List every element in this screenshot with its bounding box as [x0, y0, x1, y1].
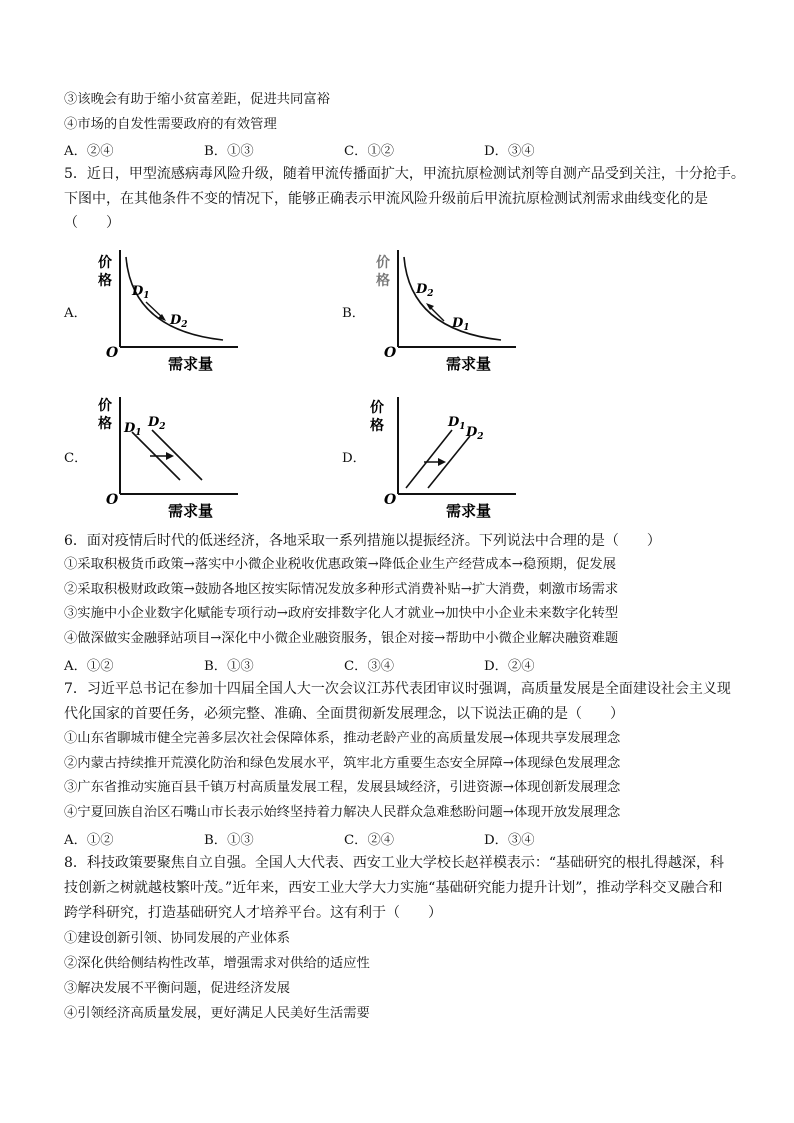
q7-stem-line-1: 7．习近平总书记在参加十四届全国人大一次会议江苏代表团审议时强调，高质量发展是全面建设社会主义现 [64, 681, 731, 697]
q4-item-4: ④市场的自发性需要政府的有效管理 [64, 117, 277, 132]
d1-label: $D_1$ [132, 284, 150, 301]
q8-stem-line-2: 技创新之树就越枝繁叶茂。”近年来，西安工业大学大力实施“基础研究能力提升计划”，推动学科交叉融合和 [64, 880, 723, 896]
q7-option-d: D．③④ [484, 833, 535, 848]
q5-graph-b [366, 245, 526, 375]
origin-label: O [106, 345, 119, 361]
q8-item-3: ③解决发展不平衡问题，促进经济发展 [64, 981, 291, 996]
q5-option-d-label: D． [342, 451, 366, 466]
demand-curve-d1 [406, 430, 452, 488]
q7-option-c: C．②④ [344, 833, 395, 848]
arrow-head [438, 458, 446, 466]
q5-graph-b-svg [366, 245, 526, 375]
q4-item-3: ③该晚会有助于缩小贫富差距，促进共同富裕 [64, 92, 330, 107]
q5-graph-d [366, 392, 526, 522]
x-label: 需求量 [168, 355, 214, 373]
q5-graph-c-svg [88, 392, 248, 522]
x-label: 需求量 [446, 502, 492, 520]
q5-stem-line-1: 5．近日，甲型流感病毒风险升级，随着甲流传播面扩大，甲流抗原检测试剂等自测产品受到关注，十分抢手。 [64, 166, 745, 182]
d2-label: $D_2$ [170, 313, 188, 330]
q6-item-4: ④做深做实金融驿站项目→深化中小微企业融资服务，银企对接→帮助中小微企业解决融资难题 [64, 631, 619, 646]
d1-label: $D_1$ [448, 415, 466, 432]
q6-stem: 6．面对疫情后时代的低迷经济，各地采取一系列措施以提振经济。下列说法中合理的是（ ） [64, 533, 661, 549]
q6-item-3: ③实施中小企业数字化赋能专项行动→政府安排数字化人才就业→加快中小企业未来数字化转型 [64, 606, 619, 621]
y-label-2: 格 [98, 416, 112, 432]
origin-label: O [106, 492, 119, 508]
y-label-1: 价 [98, 398, 112, 414]
origin-label: O [384, 492, 397, 508]
q4-option-c: C．①② [344, 144, 395, 159]
q8-item-1: ①建设创新引领、协同发展的产业体系 [64, 931, 291, 946]
d1-label: $D_1$ [124, 421, 142, 438]
arrow-head [166, 452, 174, 460]
q8-stem-line-1: 8．科技政策要聚焦自立自强。全国人大代表、西安工业大学校长赵祥模表示：“基础研究的根扎得越深，科 [64, 855, 725, 871]
q4-option-b: B．①③ [204, 144, 254, 159]
q5-stem-line-2: 下图中，在其他条件不变的情况下，能够正确表示甲流风险升级前后甲流抗原检测试剂需求曲线变化的是 [64, 191, 708, 207]
x-label: 需求量 [446, 355, 492, 373]
y-label-1: 价 [370, 400, 384, 416]
q7-item-3: ③广东省推动实施百县千镇万村高质量发展工程，发展县域经济，引进资源→体现创新发展理念 [64, 780, 621, 795]
demand-curve-d2 [152, 430, 202, 480]
d1-label: $D_1$ [452, 316, 470, 333]
q8-item-4: ④引领经济高质量发展，更好满足人民美好生活需要 [64, 1006, 370, 1021]
q8-item-2: ②深化供给侧结构性改革，增强需求对供给的适应性 [64, 956, 370, 971]
q7-item-2: ②内蒙古持续推开荒漠化防治和绿色发展水平，筑牢北方重要生态安全屏障→体现绿色发展理念 [64, 756, 621, 771]
q6-option-d: D．②④ [484, 659, 535, 674]
d2-label: $D_2$ [148, 415, 166, 432]
q4-option-a: A．②④ [64, 144, 114, 159]
q7-stem-line-2: 代化国家的首要任务，必须完整、准确、全面贯彻新发展理念，以下说法正确的是（ ） [64, 706, 624, 722]
q5-graph-a-svg [88, 245, 248, 375]
y-label-2: 格 [376, 273, 390, 289]
q5-graph-d-svg [366, 392, 526, 522]
y-label-1: 价 [376, 255, 390, 271]
q4-option-d: D．③④ [484, 144, 535, 159]
q5-option-c-label: C． [64, 451, 88, 466]
y-label-2: 格 [370, 418, 384, 434]
q8-stem-line-3: 跨学科研究，打造基础研究人才培养平台。这有利于（ ） [64, 905, 442, 921]
d2-label: $D_2$ [466, 425, 484, 442]
q5-stem-line-3: （ ） [64, 215, 120, 231]
q6-option-a: A．①② [64, 659, 114, 674]
q6-option-c: C．③④ [344, 659, 395, 674]
q6-item-2: ②采取积极财政政策→鼓励各地区按实际情况发放多种形式消费补贴→扩大消费，刺激市场需求 [64, 582, 619, 597]
q5-graph-a [88, 245, 248, 375]
q5-option-a-label: A． [64, 306, 87, 321]
y-label-1: 价 [98, 255, 112, 271]
q7-option-a: A．①② [64, 833, 114, 848]
origin-label: O [384, 345, 397, 361]
x-label: 需求量 [168, 502, 214, 520]
q5-graph-c [88, 392, 248, 522]
q6-option-b: B．①③ [204, 659, 254, 674]
q7-option-b: B．①③ [204, 833, 254, 848]
q6-item-1: ①采取积极货币政策→落实中小微企业税收优惠政策→降低企业生产经营成本→稳预期，促发展 [64, 557, 617, 572]
q7-item-1: ①山东省聊城市健全完善多层次社会保障体系，推动老龄产业的高质量发展→体现共享发展理念 [64, 731, 621, 746]
q5-option-b-label: B． [342, 306, 366, 321]
d2-label: $D_2$ [416, 282, 434, 299]
q7-item-4: ④宁夏回族自治区石嘴山市长表示始终坚持着力解决人民群众急难愁盼问题→体现开放发展理念 [64, 805, 621, 820]
y-label-2: 格 [98, 273, 112, 289]
